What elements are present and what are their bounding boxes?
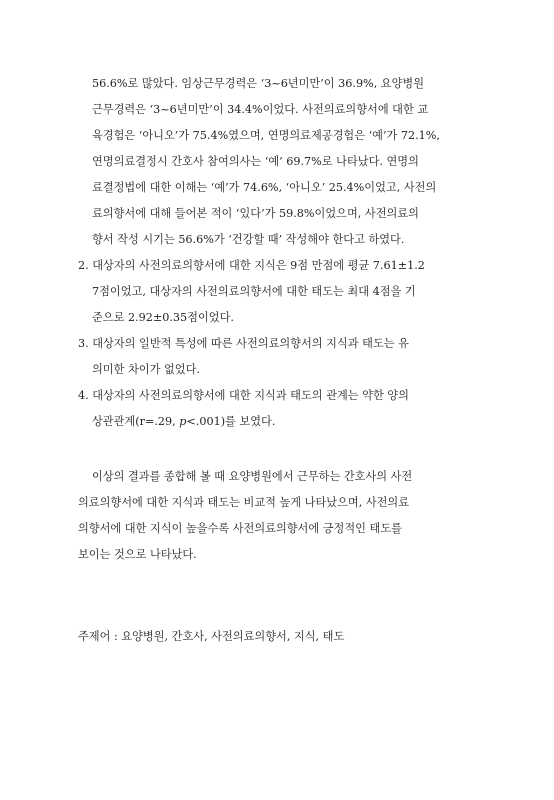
intro-line-7: 향서 작성 시기는 56.6%가 ‘건강할 때’ 작성해야 한다고 하였다. — [92, 233, 405, 246]
intro-line-2: 근무경력은 ‘3~6년미만’이 34.4%이었다. 사전의료의향서에 대한 교 — [92, 103, 429, 116]
item2-line-2: 7점이었고, 대상자의 사전의료의향서에 대한 태도는 최대 4점을 기 — [92, 285, 416, 298]
conclusion-line-2: 의료의향서에 대한 지식과 태도는 비교적 높게 나타났으며, 사전의료 — [78, 496, 410, 509]
item2-line-1: 2. 대상자의 사전의료의향서에 대한 지식은 9점 만점에 평균 7.61±1.2 — [78, 259, 425, 272]
item4-pre: 상관관계(r=.29, — [92, 415, 180, 428]
intro-line-3: 육경험은 ‘아니오’가 75.4%였으며, 연명의료제공경험은 ‘예’가 72.1%, — [92, 129, 440, 142]
item4-p-symbol: p — [179, 415, 187, 428]
item4-line-2 — [92, 415, 275, 429]
intro-line-1: 56.6%로 많았다. 임상근무경력은 ‘3~6년미만’이 36.9%, 요양병원 — [92, 77, 425, 90]
item3-line-2: 의미한 차이가 없었다. — [92, 363, 200, 376]
conclusion-line-4: 보이는 것으로 나타났다. — [78, 548, 197, 561]
keywords-line: 주제어 : 요양병원, 간호사, 사전의료의향서, 지식, 태도 — [78, 630, 345, 643]
intro-line-4: 연명의료결정시 간호사 참여의사는 ‘예’ 69.7%로 나타났다. 연명의 — [92, 155, 419, 168]
item2-line-3: 준으로 2.92±0.35점이었다. — [92, 311, 234, 324]
conclusion-line-1: 이상의 결과를 종합해 볼 때 요양병원에서 근무하는 간호사의 사전 — [92, 470, 413, 483]
item3-line-1: 3. 대상자의 일반적 특성에 따른 사전의료의향서의 지식과 태도는 유 — [78, 337, 409, 350]
intro-line-5: 료결정법에 대한 이해는 ‘예’가 74.6%, ‘아니오’ 25.4%이었고, 사전의 — [92, 181, 437, 194]
item4-post: <.001)를 보였다. — [186, 415, 276, 428]
intro-line-6: 료의향서에 대해 들어본 적이 ‘있다’가 59.8%이었으며, 사전의료의 — [92, 207, 419, 220]
item4-line-1: 4. 대상자의 사전의료의향서에 대한 지식과 태도의 관계는 약한 양의 — [78, 389, 409, 402]
conclusion-line-3: 의향서에 대한 지식이 높을수록 사전의료의향서에 긍정적인 태도를 — [78, 522, 402, 535]
